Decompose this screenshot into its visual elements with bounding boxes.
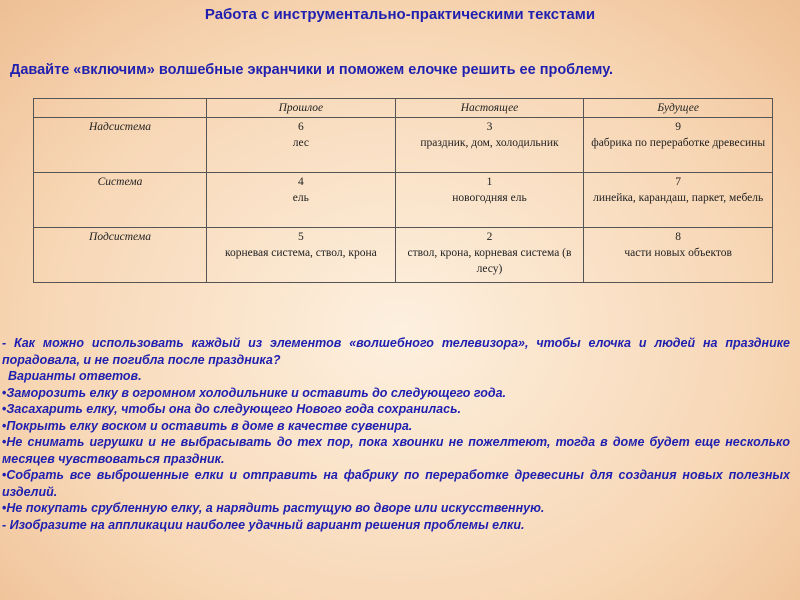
cell-text: части новых объектов <box>624 247 732 259</box>
answer-text: Не покупать срубленную елку, а нарядить растущую во дворе или искусственную. <box>6 501 545 515</box>
table-row <box>34 118 773 173</box>
answer-item <box>2 385 790 402</box>
cell-number: 1 <box>486 176 493 188</box>
header-empty <box>34 99 207 118</box>
cell-number: 3 <box>486 121 493 133</box>
answer-text: Не снимать игрушки и не выбрасывать до тех пор, пока хвоинки не пожелтеют, тогда в доме будет еще несколько месяцев чувствоваться праздник. <box>2 435 790 466</box>
table-cell <box>207 173 396 228</box>
answer-text: Заморозить елку в огромном холодильнике и оставить до следующего года. <box>6 385 507 400</box>
table-cell <box>584 228 773 283</box>
cell-text: ствол, крона, корневая система (в лесу) <box>407 247 572 275</box>
row-label-system: Система <box>34 173 207 228</box>
table-header-row <box>34 99 773 118</box>
cell-number: 9 <box>675 121 682 133</box>
cell-text: ель <box>292 192 309 204</box>
system-operator-table <box>33 98 773 283</box>
answer-text: Засахарить елку, чтобы она до следующего Нового года сохранилась. <box>6 402 461 416</box>
page-title: Работа с инструментально-практическими текстами <box>204 6 596 23</box>
cell-text: новогодняя ель <box>452 192 527 204</box>
table-cell <box>207 118 396 173</box>
table-row <box>34 228 773 283</box>
answer-item <box>2 434 790 467</box>
cell-text: фабрика по переработке древесины <box>591 137 766 149</box>
subtitle: Давайте «включим» волшебные экранчики и поможем елочке решить ее проблему. <box>10 62 614 78</box>
answer-item <box>2 500 790 517</box>
answer-item <box>2 467 790 500</box>
table-row <box>34 173 773 228</box>
cell-number: 7 <box>675 176 682 188</box>
answer-text: Покрыть елку воском и оставить в доме в качестве сувенира. <box>6 418 413 433</box>
cell-number: 5 <box>297 231 304 243</box>
final-task: - Изобразите на аппликации наиболее удачный вариант решения проблемы елки. <box>2 517 525 532</box>
table-cell <box>207 228 396 283</box>
table-cell <box>395 228 584 283</box>
row-label-supersystem: Надсистема <box>34 118 207 173</box>
row-label-subsystem: Подсистема <box>34 228 207 283</box>
header-past: Прошлое <box>207 99 396 118</box>
cell-text: линейка, карандаш, паркет, мебель <box>593 192 764 204</box>
header-future: Будущее <box>584 99 773 118</box>
answer-item <box>2 418 790 435</box>
cell-number: 2 <box>486 231 493 243</box>
answers-label: Варианты ответов. <box>8 369 142 383</box>
cell-text: лес <box>292 137 309 149</box>
table-cell <box>395 173 584 228</box>
answer-text: Собрать все выброшенные елки и отправить на фабрику по переработке древесины для создания новых полезных изделий. <box>2 468 790 499</box>
cell-text: праздник, дом, холодильник <box>420 137 559 149</box>
cell-number: 8 <box>675 231 682 243</box>
cell-text: корневая система, ствол, крона <box>224 247 377 259</box>
header-present: Настоящее <box>395 99 584 118</box>
table-cell <box>584 118 773 173</box>
discussion-text <box>2 335 790 533</box>
answer-item <box>2 401 790 418</box>
cell-number: 4 <box>297 176 304 188</box>
question-text: - Как можно использовать каждый из элементов «волшебного телевизора», чтобы елочка и людей на празднике порадовала, и не погибла после праздника? <box>2 336 790 367</box>
table-cell <box>584 173 773 228</box>
cell-number: 6 <box>297 121 304 133</box>
table-cell <box>395 118 584 173</box>
